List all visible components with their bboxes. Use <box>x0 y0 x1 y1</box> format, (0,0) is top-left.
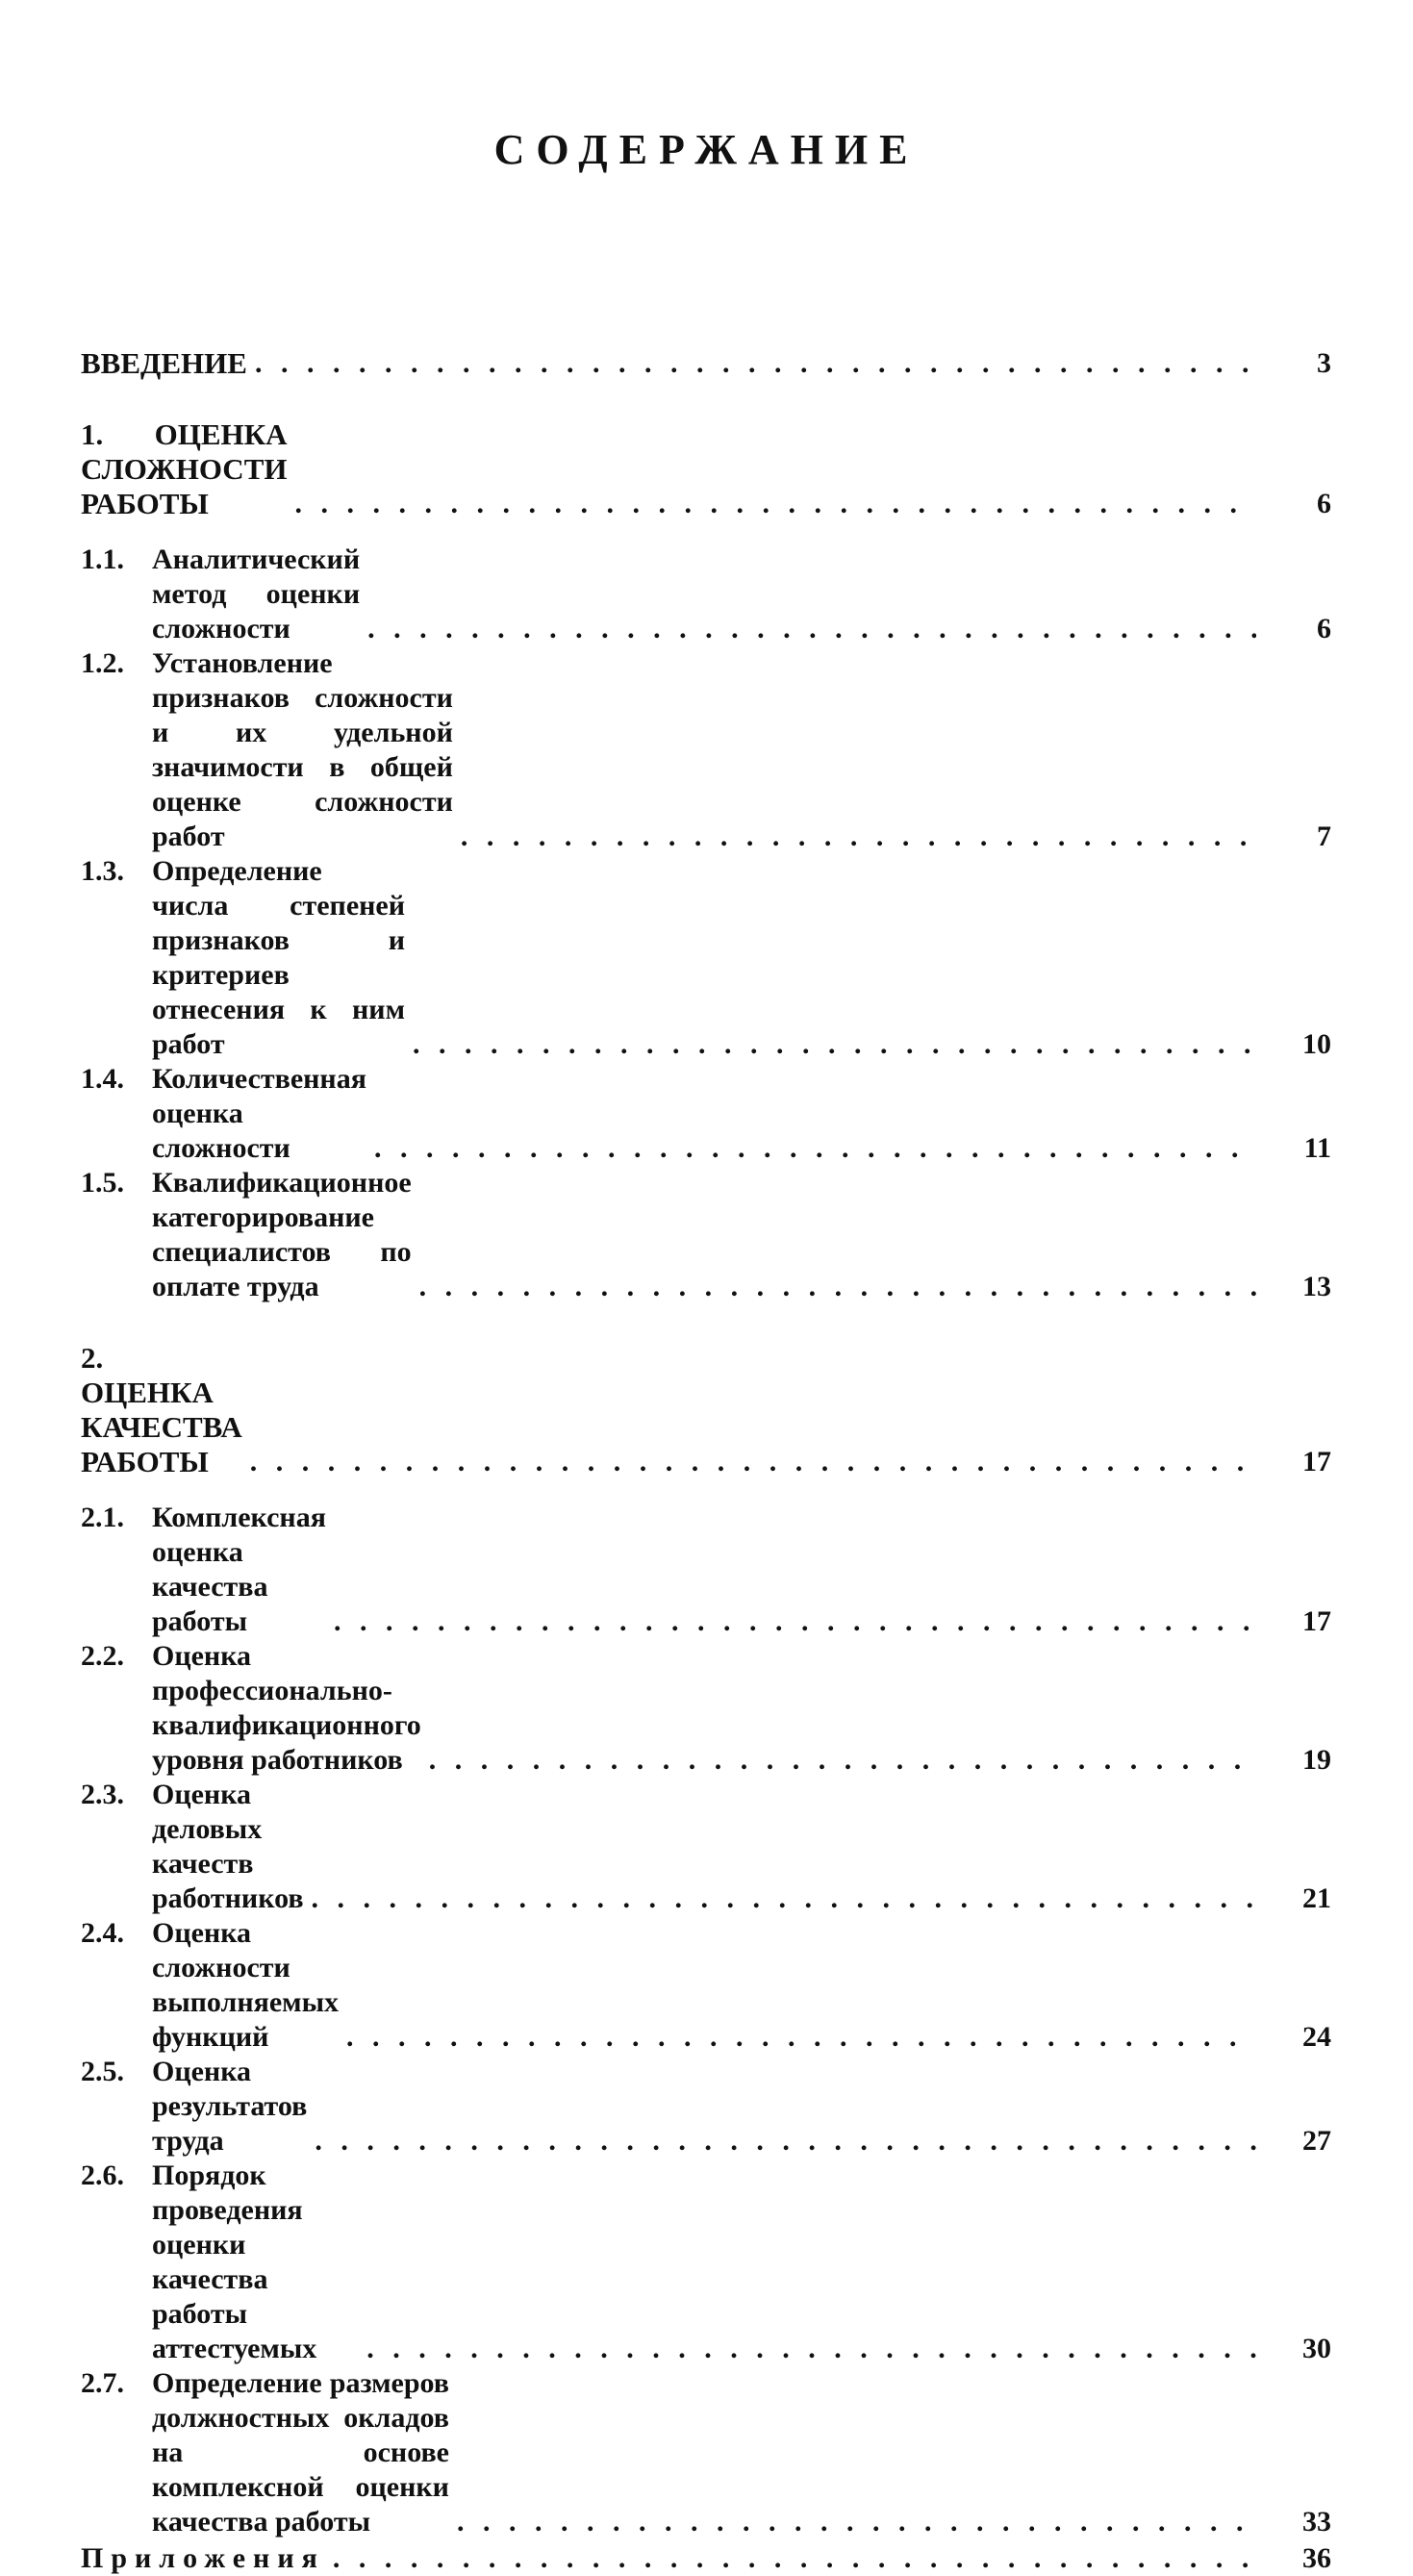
page-title: СОДЕРЖАНИЕ <box>493 126 920 173</box>
dot-leader <box>461 820 1256 854</box>
toc-page-number: 30 <box>1302 2333 1331 2364</box>
toc-entry-label: Определение числа степеней признаков и критериев отнесения к ним работ <box>152 855 406 1060</box>
dot-leader <box>457 2505 1256 2539</box>
toc-page-number: 33 <box>1302 2506 1331 2538</box>
dot-leader <box>333 2541 1256 2576</box>
toc-page-number: 11 <box>1303 1132 1331 1164</box>
toc-page-number: 24 <box>1302 2021 1331 2053</box>
dot-leader <box>367 612 1256 646</box>
toc-entry-2-5[interactable] <box>81 2055 1331 2159</box>
toc-page-number: 27 <box>1302 2125 1331 2157</box>
toc-entry-label: Оценка деловых качеств работников <box>152 1779 304 1914</box>
toc-entry-number: 1.4. <box>81 1063 124 1095</box>
toc-entry-1-1[interactable] <box>81 543 1331 646</box>
toc-entry-number: 2.2. <box>81 1640 124 1672</box>
dot-leader <box>250 1445 1256 1479</box>
toc-page-number: 17 <box>1302 1605 1331 1637</box>
toc-page-number: 6 <box>1317 488 1331 519</box>
toc-entry-section-2[interactable] <box>81 1341 1331 1479</box>
toc-entry-label: Оценка профессионально-квалификационного уровня работников <box>152 1640 421 1776</box>
dot-leader <box>346 2020 1256 2055</box>
dot-leader <box>413 1027 1256 1062</box>
toc-page-number: 7 <box>1317 821 1331 852</box>
dot-leader <box>366 2332 1256 2366</box>
toc-entry-2-7[interactable] <box>81 2366 1331 2539</box>
toc-entry-label: Приложения <box>81 2542 325 2574</box>
toc-entry-number: 1.2. <box>81 647 124 679</box>
toc-entry-label: 1. ОЦЕНКА СЛОЖНОСТИ РАБОТЫ <box>81 417 288 520</box>
toc-entry-label: 2. ОЦЕНКА КАЧЕСТВА РАБОТЫ <box>81 1341 242 1478</box>
toc-page-number: 13 <box>1302 1271 1331 1302</box>
dot-leader <box>419 1270 1256 1304</box>
toc-entry-number: 1.1. <box>81 543 124 575</box>
toc-entry-1-2[interactable] <box>81 646 1331 854</box>
toc-entry-label: Квалификационное категорирование специалистов по оплате труда <box>152 1167 412 1302</box>
toc-page-number: 17 <box>1302 1446 1331 1477</box>
toc-page-number: 10 <box>1302 1028 1331 1060</box>
toc-entry-1-5[interactable] <box>81 1166 1331 1304</box>
dot-leader <box>312 1881 1256 1916</box>
toc-entry-2-2[interactable] <box>81 1639 1331 1778</box>
toc-entry-intro[interactable] <box>81 346 1331 381</box>
toc-page-number: 3 <box>1317 347 1331 379</box>
toc-page-number: 19 <box>1302 1744 1331 1776</box>
toc-entry-label: Определение размеров должностных окладов на основе комплексной оценки качества работы <box>152 2367 449 2538</box>
toc-entry-number: 2.4. <box>81 1917 124 1949</box>
toc-entry-label: Порядок проведения оценки качества работы аттестуемых <box>152 2159 317 2364</box>
toc-entry-label: Аналитический метод оценки сложности <box>152 543 361 644</box>
table-of-contents <box>81 346 1331 2576</box>
dot-leader <box>294 487 1256 521</box>
toc-page-number: 21 <box>1302 1882 1331 1914</box>
toc-entry-1-3[interactable] <box>81 854 1331 1062</box>
toc-entry-label: Оценка сложности выполняемых функций <box>152 1917 340 2053</box>
toc-entry-number: 2.3. <box>81 1779 124 1810</box>
dot-leader <box>315 2124 1256 2159</box>
dot-leader <box>255 346 1256 381</box>
toc-entry-1-4[interactable] <box>81 1062 1331 1166</box>
toc-entry-number: 2.6. <box>81 2159 124 2191</box>
toc-entry-section-1[interactable] <box>81 417 1331 521</box>
toc-entry-2-3[interactable] <box>81 1778 1331 1916</box>
toc-entry-number: 1.3. <box>81 855 124 887</box>
dot-leader <box>374 1131 1256 1166</box>
toc-entry-label: Оценка результатов труда <box>152 2056 308 2157</box>
toc-entry-number: 1.5. <box>81 1167 124 1199</box>
toc-page-number: 6 <box>1317 613 1331 644</box>
toc-entry-label: ВВЕДЕНИЕ <box>81 346 247 380</box>
toc-entry-appendix[interactable] <box>81 2541 1331 2576</box>
dot-leader <box>334 1604 1256 1639</box>
dot-leader <box>429 1743 1256 1778</box>
toc-entry-number: 2.5. <box>81 2056 124 2087</box>
toc-entry-number: 2.1. <box>81 1502 124 1533</box>
toc-entry-label: Количественная оценка сложности <box>152 1063 366 1164</box>
toc-page-number: 36 <box>1302 2542 1331 2574</box>
toc-entry-label: Установление признаков сложности и их удельной значимости в общей оценке сложности работ <box>152 647 453 852</box>
toc-entry-number: 2.7. <box>81 2367 124 2399</box>
toc-entry-2-4[interactable] <box>81 1916 1331 2055</box>
toc-entry-2-1[interactable] <box>81 1501 1331 1639</box>
toc-entry-2-6[interactable] <box>81 2159 1331 2366</box>
toc-entry-label: Комплексная оценка качества работы <box>152 1502 326 1637</box>
